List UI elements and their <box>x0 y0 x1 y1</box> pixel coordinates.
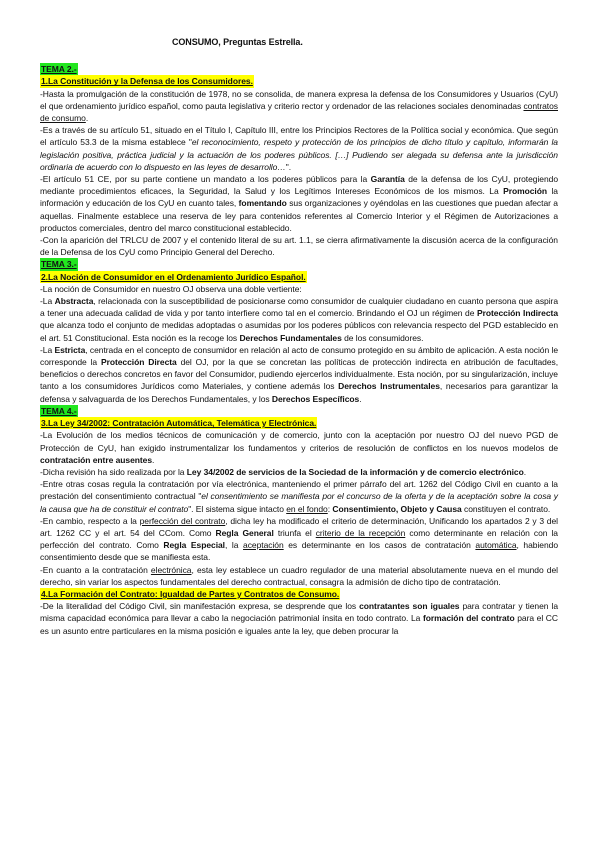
paragraph: -Es a través de su artículo 51, situado en el Título I, Capítulo III, entre los Principios Rectores de la Política social y económica. Que según el artículo 53.3 de la misma establece "el reconocimiento, respeto y protección de los principios de dicho título y capítulo, informarán la legislación positiva, práctica judicial y la actuación de los poderes públicos. […] Pudiendo ser alegada su defensa ante la jurisdicción ordinaria de acuerdo con lo dispuesto en las leyes de desarrollo…". <box>40 125 558 172</box>
paragraph: -La Estricta, centrada en el concepto de consumidor en relación al acto de consumo protegido en su ámbito de aplicación. A esta noción le corresponde la Protección Directa del OJ, por la que se concretan las políticas de protección indirecta en atribución de facultades, beneficios o derechos concretos en favor del Consumidor, pudiendo ejercerlos individualmente. Esta noción, por su singularización, incluye tanto a los consumidores Jurídicos como Materiales, y contiene además los Derechos Instrumentales, necesarios para garantizar la defensa y salvaguarda de los Derechos Fundamentales, y los Derechos Específicos. <box>40 344 559 404</box>
paragraph: -La Abstracta, relacionada con la susceptibilidad de posicionarse como consumidor de cualquier ciudadano en cuanto persona que aspira a tener una adecuada calidad de vida y por tanto interfiere como tal en el comercio. Brindando el OJ un régimen de Protección Indirecta que alcanza todo el conjunto de medidas adoptadas o asumidas por los poderes públicos con relevancia respecto del PGD establecido en el art. 51 Constitucional. Esta noción es la recoge los Derechos Fundamentales de los consumidores. <box>40 296 559 343</box>
paragraph: -Entre otras cosas regula la contratación por vía electrónica, manteniendo el primer párrafo del art. 1262 del Código Civil en cuanto a la prestación del consentimiento contractual "el consentimiento se manifiesta por el concurso de la oferta y de la aceptación sobre la cosa y la causa que ha de constituir el contrato". El sistema sigue intacto en el fondo: Consentimiento, Objeto y Causa constituyen el contrato. <box>40 479 558 514</box>
paragraph: -La noción de Consumidor en nuestro OJ observa una doble vertiente: <box>40 283 302 294</box>
tema-label: TEMA 3.- <box>41 259 77 270</box>
section-tema-2 <box>40 63 558 258</box>
section-heading: 1.La Constitución y la Defensa de los Consumidores. <box>41 76 253 87</box>
section-heading: 4.La Formación del Contrato: Igualdad de Partes y Contratos de Consumo. <box>41 588 340 599</box>
paragraph: -Con la aparición del TRLCU de 2007 y el contenido literal de su art. 1.1, se cierra afirmativamente la discusión acerca de la configuración de la Defensa de los CyU como Principio General del Derecho. <box>40 235 558 258</box>
paragraph: -En cuanto a la contratación electrónica, esta ley establece un cuadro regulador de una material absolutamente nueva en el mundo del derecho, sin variar los aspectos fundamentales del derecho contractual, consagra la admisión de dicho tipo de contratación. <box>40 564 558 587</box>
paragraph: -En cambio, respecto a la perfección del contrato, dicha ley ha modificado el criterio de determinación, Unificando los apartados 2 y 3 del art. 1262 CC y el art. 54 del CCom. Como Regla General triunfa el criterio de la recepción como determinante en relación con la perfección del contrato. Como Regla Especial, la aceptación es determinante en los casos de contratación automática, habiendo consentimiento desde que se manifiesta esta. <box>40 515 559 563</box>
section-heading: 2.La Noción de Consumidor en el Ordenamiento Jurídico Español. <box>41 271 306 282</box>
paragraph: -Dicha revisión ha sido realizada por la Ley 34/2002 de servicios de la Sociedad de la información y de comercio electrónico. <box>40 466 527 477</box>
paragraph: -Hasta la promulgación de la constitución de 1978, no se consolida, de manera expresa la defensa de los Consumidores y Usuarios (CyU) el que ordenamiento jurídico español, como pauta legislativa y criterio rector y ordenador de las relaciones sociales denominadas contratos de consumo. <box>40 88 558 124</box>
section-heading: 3.La Ley 34/2002: Contratación Automática, Telemática y Electrónica. <box>41 418 317 429</box>
paragraph: -De la literalidad del Código Civil, sin manifestación expresa, se desprende que los contratantes son iguales para contratar y tienen la misma capacidad económica para llevar a cabo la negociación patrimonial ínsita en todo contrato. La formación del contrato para el CC es un asunto entre particulares en la misma posición e iguales ante la ley, que deben procurar la <box>40 601 558 636</box>
tema-label: TEMA 4.- <box>41 405 77 416</box>
section-tema-3 <box>40 258 558 404</box>
document-title: CONSUMO, Preguntas Estrella. <box>172 37 303 47</box>
tema-label: TEMA 2.- <box>41 64 77 75</box>
paragraph: -El artículo 51 CE, por su parte contiene un mandato a los poderes públicos para la Garantía de la defensa de los CyU, protegiendo mediante procedimientos eficaces, la Seguridad, la Salud y los Legítimos Intereses Económicos de los mismos. La Promoción la información y educación de los CyU en cuanto tales, fomentando sus organizaciones y oyéndolas en las cuestiones que puedan afectar a aquellas. Finalmente establece una reserva de ley para contenidos referentes al Comercio Interior y el Régimen de Autorizaciones a productos comerciales, dentro del marco constitucional establecido. <box>40 174 559 233</box>
section-tema-4 <box>40 405 558 588</box>
paragraph: -La Evolución de los medios técnicos de comunicación y de comercio, junto con la aceptación por nuestro OJ del nuevo PGD de Protección de CyU, han exigido instrumentalizar los fundamentos y criterios de resolución de conflictos en los nuevos modelos de contratación entre ausentes. <box>40 430 558 465</box>
section-formacion-contrato <box>40 588 558 637</box>
